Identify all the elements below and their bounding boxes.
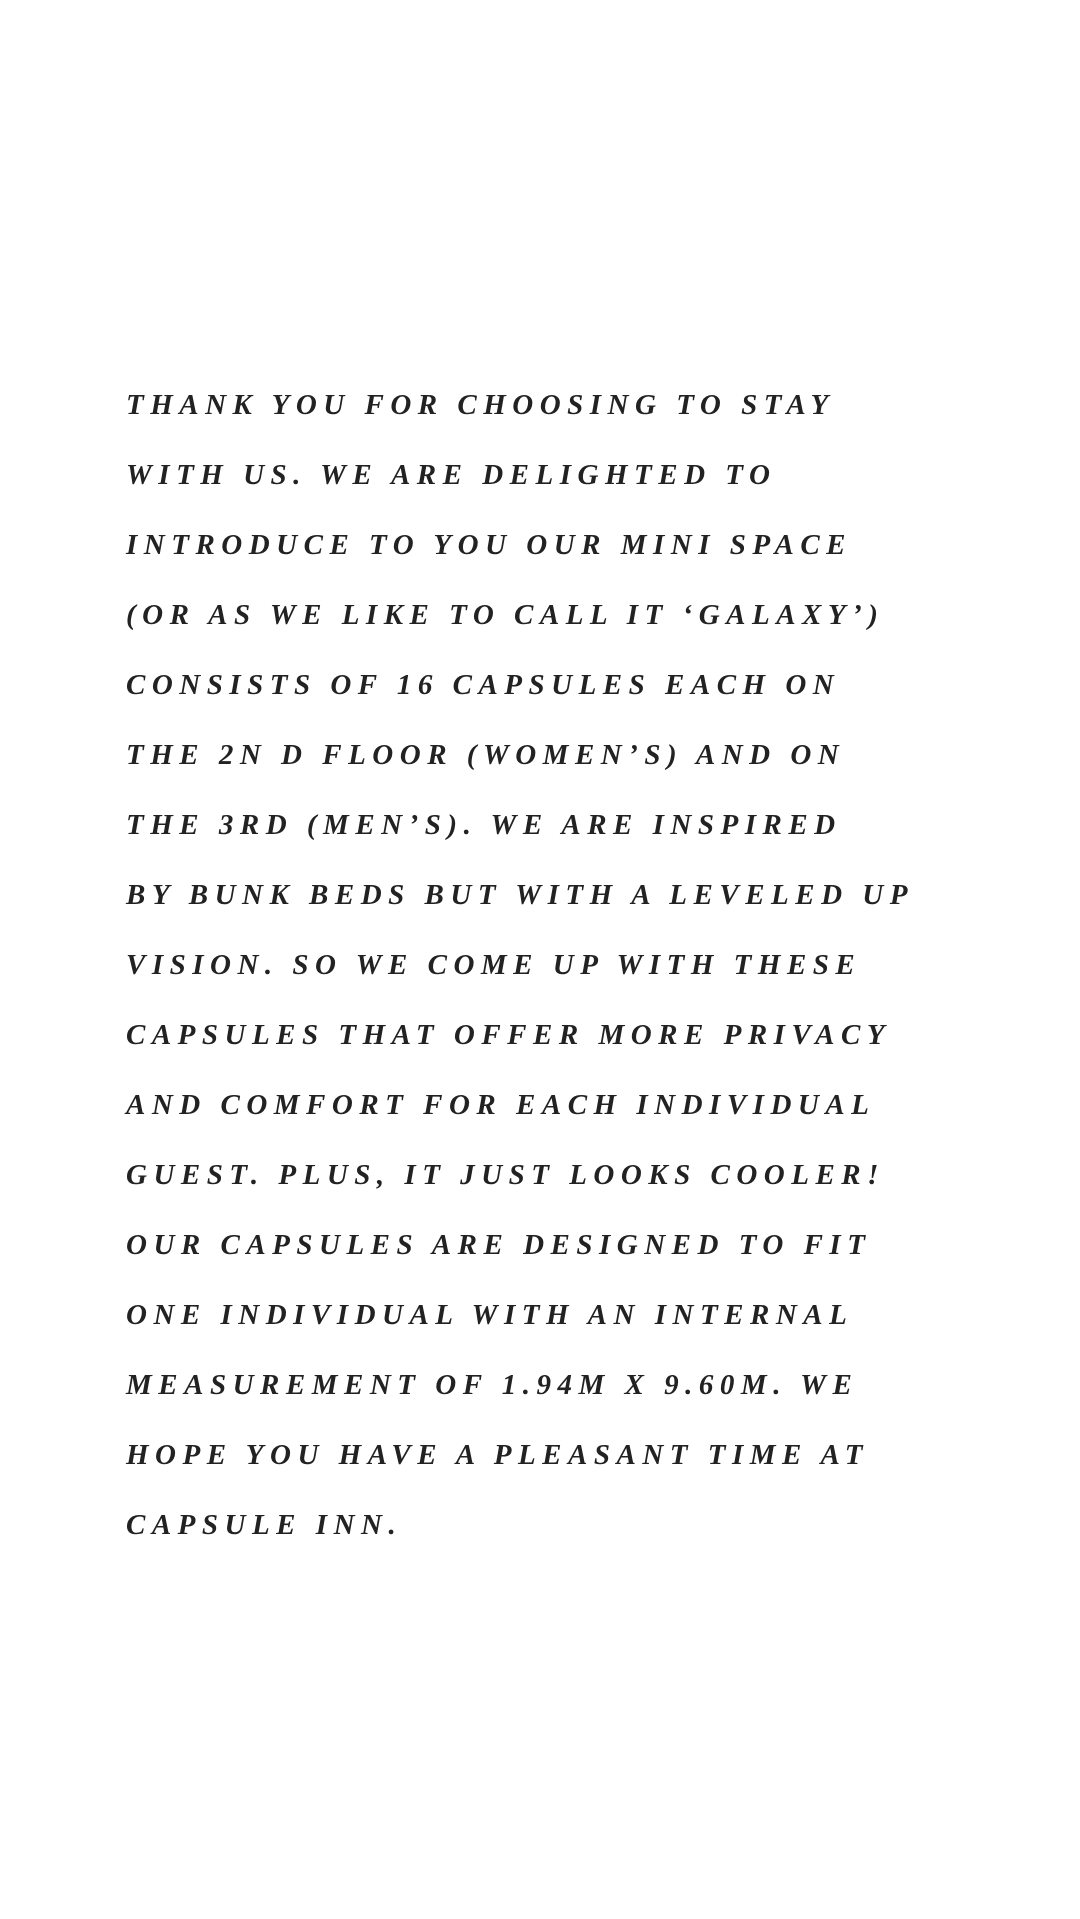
message-line: WITH US. WE ARE DELIGHTED TO xyxy=(126,459,777,491)
message-line: ONE INDIVIDUAL WITH AN INTERNAL xyxy=(126,1299,854,1331)
message-line: INTRODUCE TO YOU OUR MINI SPACE xyxy=(126,529,853,561)
message-line: CAPSULE INN. xyxy=(126,1509,403,1541)
message-line: THANK YOU FOR CHOOSING TO STAY xyxy=(126,389,835,421)
message-line: CAPSULES THAT OFFER MORE PRIVACY xyxy=(126,1019,892,1051)
message-line: (OR AS WE LIKE TO CALL IT ‘GALAXY’) xyxy=(126,599,885,631)
message-line: GUEST. PLUS, IT JUST LOOKS COOLER! xyxy=(126,1159,885,1191)
message-line: HOPE YOU HAVE A PLEASANT TIME AT xyxy=(126,1439,869,1471)
message-line: VISION. SO WE COME UP WITH THESE xyxy=(126,949,862,981)
message-line: THE 3RD (MEN’S). WE ARE INSPIRED xyxy=(126,809,842,841)
message-line: THE 2N D FLOOR (WOMEN’S) AND ON xyxy=(126,739,846,771)
message-line: BY BUNK BEDS BUT WITH A LEVELED UP xyxy=(126,879,914,911)
message-line: OUR CAPSULES ARE DESIGNED TO FIT xyxy=(126,1229,872,1261)
message-line: AND COMFORT FOR EACH INDIVIDUAL xyxy=(126,1089,876,1121)
message-line: MEASUREMENT OF 1.94M X 9.60M. WE xyxy=(126,1369,859,1401)
message-line: CONSISTS OF 16 CAPSULES EACH ON xyxy=(126,669,841,701)
welcome-message xyxy=(126,370,1006,1560)
